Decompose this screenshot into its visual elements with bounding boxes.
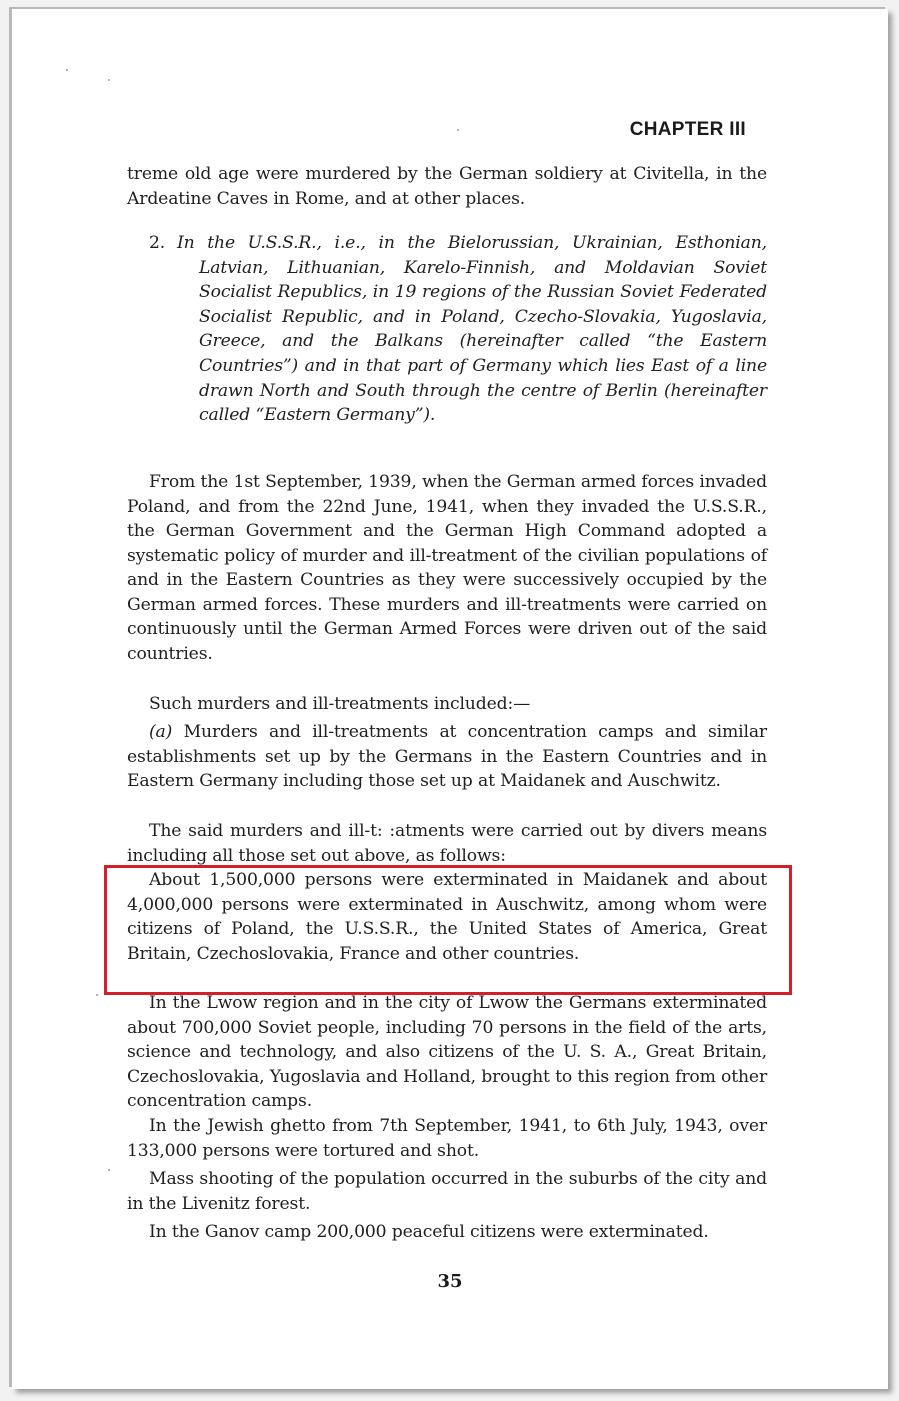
scan-speck bbox=[457, 129, 459, 131]
list-item-2 bbox=[149, 231, 767, 428]
paragraph-included: Such murders and ill-treatments included:— bbox=[149, 694, 531, 714]
scan-speck bbox=[96, 994, 98, 996]
paragraph-concentration-camps bbox=[127, 720, 767, 794]
paragraph-continuation: treme old age were murdered by the German soldiery at Civitella, in the Ardeatine Caves in Rome, and at other places. bbox=[127, 164, 767, 209]
paragraph-highlighted: About 1,500,000 persons were exterminated in Maidanek and about 4,000,000 persons were exterminated in Auschwitz, among whom were citizens of Poland, the U.S.S.R., the United States of America, Great Britain, Czechoslovakia, France and other countries. bbox=[127, 870, 767, 964]
paragraph-policy: From the 1st September, 1939, when the German armed forces invaded Poland, and from the 22nd June, 1941, when they invaded the U.S.S.R., the German Government and the German High Command adopted a systematic policy of murder and ill-treatment of the civilian populations of and in the Eastern Countries as they were successively occupied by the German armed forces. These murders and ill-treatments were carried on continuously until the German Armed Forces were driven out of the said countries. bbox=[127, 472, 767, 664]
scan-speck bbox=[108, 1169, 110, 1171]
list-item-number: 2. bbox=[149, 233, 166, 253]
paragraph-mass-shooting: Mass shooting of the population occurred in the suburbs of the city and in the Livenitz forest. bbox=[127, 1169, 767, 1214]
scan-speck bbox=[66, 69, 68, 71]
list-item-text: In the U.S.S.R., i.e., in the Bielorussian, Ukrainian, Esthonian, Latvian, Lithuanian, Karelo-Finnish, and Moldavian Soviet Socialist Republics, in 19 regions of the Russian Soviet Federated Socialist Republic, and in Poland, Czecho-Slovakia, Yugoslavia, Greece, and the Balkans (hereinafter called “the Eastern Countries”) and in that part of Germany which lies East of a line drawn North and South through the centre of Berlin (hereinafter called “Eastern Germany”). bbox=[177, 233, 767, 426]
paragraph-ghetto: In the Jewish ghetto from 7th September, 1941, to 6th July, 1943, over 133,000 persons were tortured and shot. bbox=[127, 1116, 767, 1161]
paragraph-lwow: In the Lwow region and in the city of Lwow the Germans exterminated about 700,000 Soviet people, including 70 persons in the field of the arts, science and technology, and also citizens of the U. S. A., Great Britain, Czechoslovakia, Yugoslavia and Holland, brought to this region from other concentration camps. bbox=[127, 993, 768, 1111]
page-number: 35 bbox=[437, 1271, 463, 1292]
paragraph-means: The said murders and ill-t: :atments were carried out by divers means including all those set out above, as follows: bbox=[127, 821, 767, 866]
paragraph-label: (a) bbox=[149, 722, 173, 742]
chapter-heading: CHAPTER III bbox=[629, 119, 746, 140]
document-page bbox=[12, 9, 888, 1389]
scan-speck bbox=[108, 79, 110, 81]
paragraph-body: Murders and ill-treatments at concentration camps and similar establishments set up by the Germans in the Eastern Countries and in Eastern Germany including those set up at Maidanek and Auschwitz. bbox=[127, 722, 767, 791]
paragraph-ganov: In the Ganov camp 200,000 peaceful citizens were exterminated. bbox=[149, 1222, 709, 1242]
